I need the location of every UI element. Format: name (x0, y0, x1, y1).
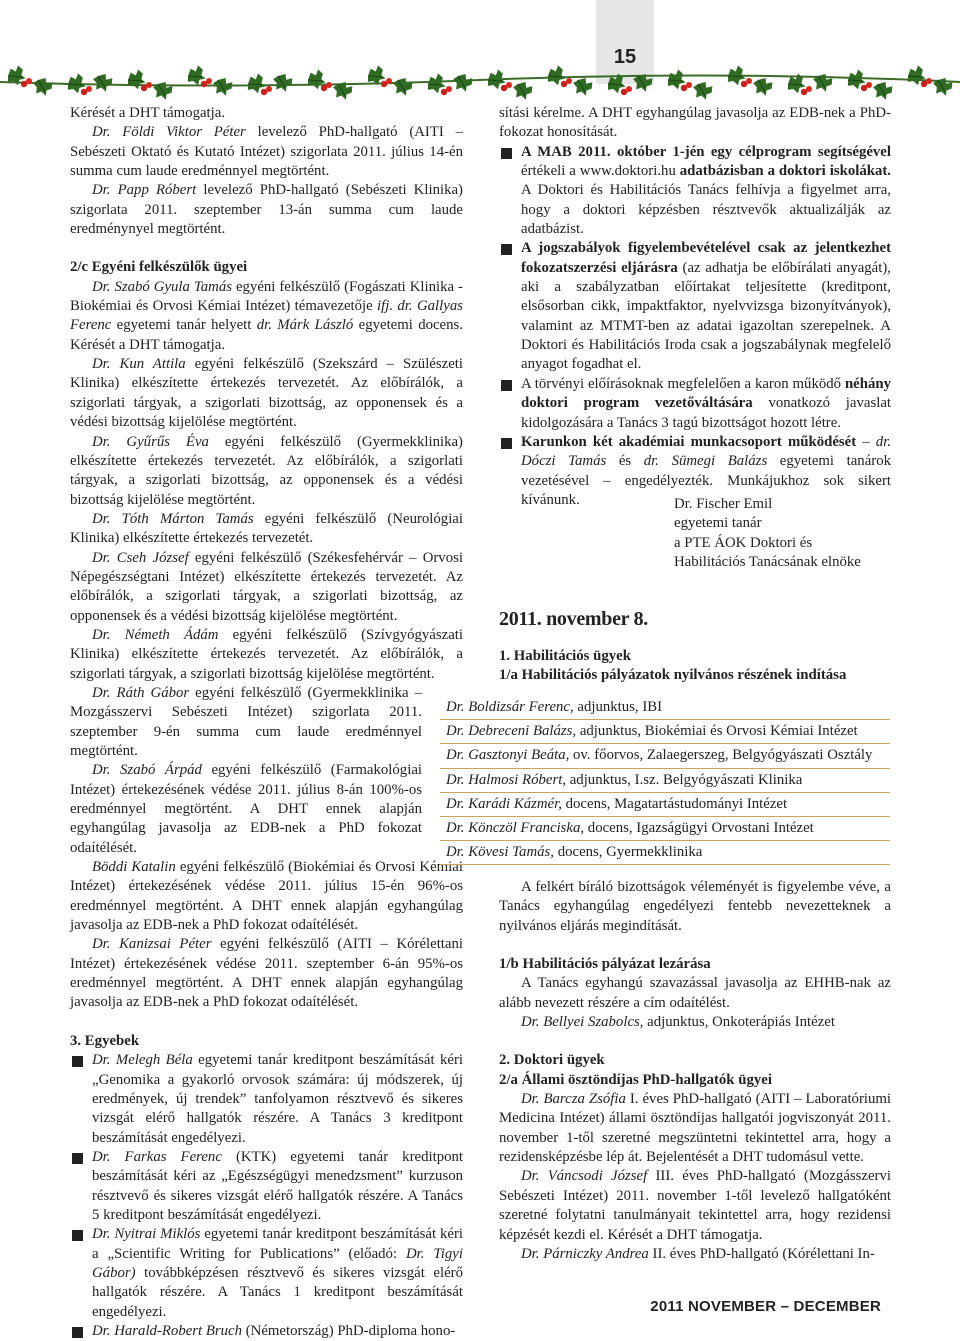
paragraph: Böddi Katalin egyéni felkészülő (Biokémiai és Orvosi Kémiai Intézet) értekezésének védése 2011. július 15-én 96%-os eredménnyel megtörtént. A DHT ennek alapján egyhangúlag javasolja az EDB-nek a PhD fokozat odaítélését. (70, 859, 463, 934)
table-row: Dr. Gasztonyi Beáta, ov. főorvos, Zalaegerszeg, Belgyógyászati Osztály (440, 744, 890, 768)
bullet-item: Karunkon két akadémiai munkacsoport működését – dr. Dóczi Tamás és dr. Sümegi Balázs egyetemi tanárok vezetésével – engedélyezték. Munkájukhoz sok sikert kívánunk. (499, 433, 891, 510)
paragraph: A felkért bíráló bizottságok véleményét is figyelembe véve, a Tanács egyhangúlag engedélyezi fentebb nevezetteknek a nyilvános eljárás megindítását. (499, 879, 891, 934)
signer-org: Habilitációs Tanácsának elnöke (674, 554, 861, 571)
signer-org: a PTE ÁOK Doktori és (674, 534, 813, 551)
signer-title: egyetemi tanár (674, 515, 762, 532)
bullet-item: A törvényi előírásoknak megfelelően a karon működő néhány doktori program vezetőváltására vonatkozó javaslat kidolgozására a Tanács 3 tagú bizottságot hozott létre. (499, 375, 891, 433)
signature-block (674, 495, 861, 572)
table-row: Dr. Debreceni Balázs, adjunktus, Biokémiai és Orvosi Kémiai Intézet (440, 720, 890, 744)
table-row: Dr. Boldizsár Ferenc, adjunktus, IBI (440, 696, 890, 720)
paragraph: Dr. Földi Viktor Péter levelező PhD-hallgató (AITI – Sebészeti Oktató és Kutató Intézet) szigorlata 2011. július 14-én summa cum laude eredménnyel megtörtént. (70, 124, 463, 180)
issue-footer: 2011 NOVEMBER – DECEMBER (650, 1298, 881, 1315)
paragraph: Dr. Németh Ádám egyéni felkészülő (Szívgyógyászati Klinika) elkészítette értekezés tervezetét. Az előbírálók, a szigorlati tárgyak, a szigorlati bizottság kijelölése megtörtént. (70, 626, 463, 682)
paragraph: Dr. Gyűrűs Éva egyéni felkészülő (Gyermekklinika) elkészítette értekezés tervezetét. Az előbírálók, a szigorlati tárgyak, a szigorlati bizottság, az opponensek és a védési bizottság kijelölése megtörtént. (70, 433, 463, 508)
bullet-item: Dr. Nyitrai Miklós egyetemi tanár kreditpont beszámítását kéri a „Scientific Writing for Publications” (előadó: Dr. Tigyi Gábor) továbbképzésen résztvevő és sikeres vizsgát elérő hallgatók részére. A Tanács 1 kreditpont beszámítását engedélyezi. (70, 1225, 463, 1322)
right-column (499, 104, 891, 510)
paragraph: Dr. Bellyei Szabolcs, adjunktus, Onkoterápiás Intézet (521, 1014, 835, 1031)
bullet-item: Dr. Melegh Béla egyetemi tanár kreditpont beszámítását kéri „Genomika a gyakorló orvosok számára: új módszerek, új eredmények, új trendek” tanfolyamon résztvevő és sikeres vizsgát elérő hallgatók részére. A Tanács 3 kreditpont beszámítását engedélyezi. (70, 1051, 463, 1148)
right-column-lower (499, 878, 891, 1264)
paragraph: A Tanács egyhangú szavazással javasolja az EHHB-nak az alább nevezett részére a cím odaítélést. (499, 975, 891, 1011)
bullet-item: A jogszabályok figyelembevételével csak az jelentkezhet fokozatszerzési eljárásra (az adhatja be előbírálati anyagát), aki a szabályzatban előírtakat teljesítette (kreditpont, elsősorban cikk, impaktfaktor, nyelvvizsga bizonyítványok), valamint az MTMT-ben az adatai igazoltan szerepelnek. A Doktori és Habilitációs Iroda csak a jogszabálynak megfelelő anyagot fogadhat el. (499, 239, 891, 374)
table-row: Dr. Kövesi Tamás, docens, Gyermekklinika (440, 841, 890, 865)
section-heading: 2. Doktori ügyek (499, 1052, 605, 1069)
paragraph: Kérését a DHT támogatja. (70, 105, 226, 121)
section-heading: 1. Habilitációs ügyek (499, 648, 631, 664)
habilitation-candidates-table (440, 696, 890, 865)
signer-name: Dr. Fischer Emil (674, 496, 773, 512)
paragraph: Dr. Kun Attila egyéni felkészülő (Szekszárd – Szülészeti Klinika) elkészítette értekezés tervezetét. Az előbírálók, a szigorlati tárgyak, a szigorlati bizottság, az opponensek és a védési bizottság kijelölése megtörtént. (70, 356, 463, 431)
holly-garland-decoration (0, 62, 960, 104)
paragraph: Dr. Ráth Gábor egyéni felkészülő (Gyermekklinika – Mozgásszervi Sebészeti Intézet) szigorlata 2011. szeptember 9-én summa cum laude eredménnyel megtörtént. (70, 684, 422, 759)
paragraph: Dr. Szabó Gyula Tamás egyéni felkészülő (Fogászati Klinika - Biokémiai és Orvosi Kémiai Intézet) témavezetője ifj. dr. Gallyas Ferenc egyetemi tanár helyett dr. Márk László egyetemi docens. Kérését a DHT támogatja. (70, 278, 463, 353)
paragraph: Dr. Papp Róbert levelező PhD-hallgató (Sebészeti Klinika) szigorlata 2011. szeptember 13-án summa cum laude eredménynyel megtörtént. (70, 182, 463, 238)
paragraph: Dr. Tóth Márton Tamás egyéni felkészülő (Neurológiai Klinika) elkészítette értekezés tervezetét. (70, 510, 463, 547)
left-column (70, 104, 463, 1341)
section-subheading: 1/a Habilitációs pályázatok nyilvános részének indítása (499, 667, 847, 684)
paragraph: sítási kérelme. A DHT egyhangúlag javasolja az EDB-nek a PhD-fokozat honosítását. (499, 105, 891, 141)
paragraph: Dr. Cseh József egyéni felkészülő (Székesfehérvár – Orvosi Népegészségtani Intézet) elkészítette értekezés tervezetét. Az előbírálók, a szigorlati tárgyak, a szigorlati bizottság, az opponensek és a védési bizottság kijelölése megtörtént. (70, 549, 463, 624)
habilitation-section (499, 647, 919, 686)
bullet-item: A MAB 2011. október 1-jén egy célprogram segítségével értékeli a www.doktori.hu adatbázisban a doktori iskolákat. A Doktori és Habilitációs Tanács felhívja a figyelmet arra, hogy a doktori képzésben résztvevők aktualizálják az adatbázist. (499, 143, 891, 240)
paragraph: Dr. Váncsodi József III. éves PhD-hallgató (Mozgásszervi Sebészeti Intézet) 2011. november 1-től levelező hallgatóként szeretné folytatni tanulmányait tekintettel arra, hogy rezidensi képzését kezdi el. Kérését a DHT támogatja. (499, 1168, 891, 1243)
page-number: 15 (613, 46, 637, 68)
paragraph: Dr. Szabó Árpád egyéni felkészülő (Farmakológiai Intézet) értekezésének védése 2011. július 8-án 100%-os eredménnyel megtörtént. A DHT ennek alapján egyhangúlag javasolja az EDB-nek a PhD fokozat odaítélését. (70, 762, 422, 856)
person-name: Dr. Papp Róbert (92, 182, 197, 199)
section-subheading: 1/b Habilitációs pályázat lezárása (499, 956, 711, 973)
bullet-item: Dr. Harald-Robert Bruch (Németország) PhD-diploma hono- (70, 1322, 463, 1341)
section-subheading: 2/a Állami ösztöndíjas PhD-hallgatók ügyei (499, 1071, 772, 1088)
section-heading: 2/c Egyéni felkészülők ügyei (70, 259, 248, 276)
paragraph: Dr. Kanizsai Péter egyéni felkészülő (AITI – Kórélettani Intézet) értekezésének védése 2011. szeptember 6-án 95%-os eredménnyel megtörtént. A DHT ennek alapján egyhangúlag javasolja az EDB-nek a PhD fokozat odaítélését. (70, 936, 463, 1011)
table-row: Dr. Könczöl Franciska, docens, Igazságügyi Orvostani Intézet (440, 817, 890, 841)
bullet-item: Dr. Farkas Ferenc (KTK) egyetemi tanár kreditpont beszámítását kéri az „Egészségügyi menedzsment” kurzuson résztvevő és sikeres vizsgát elérő hallgatók részére. A Tanács 5 kreditpont beszámítását engedélyezi. (70, 1148, 463, 1225)
person-name: Dr. Földi Viktor Péter (92, 124, 246, 141)
paragraph: Dr. Párniczky Andrea II. éves PhD-hallgató (Kórélettani In- (521, 1245, 875, 1262)
paragraph: Dr. Barcza Zsófia I. éves PhD-hallgató (AITI – Laboratóriumi Medicina Intézet) állami ösztöndíjas hallgatói jogviszonyát 2011. november 1-től szeretné megszüntetni tekintettel arra, hogy a rezidensképzésbe lép át. Bejelentését a DHT tudomásul vette. (499, 1091, 892, 1166)
table-row: Dr. Karádi Kázmér, docens, Magatartástudományi Intézet (440, 793, 890, 817)
table-row: Dr. Halmosi Róbert, adjunktus, I.sz. Belgyógyászati Klinika (440, 769, 890, 793)
meeting-date: 2011. november 8. (499, 608, 648, 630)
section-heading: 3. Egyebek (70, 1032, 140, 1049)
